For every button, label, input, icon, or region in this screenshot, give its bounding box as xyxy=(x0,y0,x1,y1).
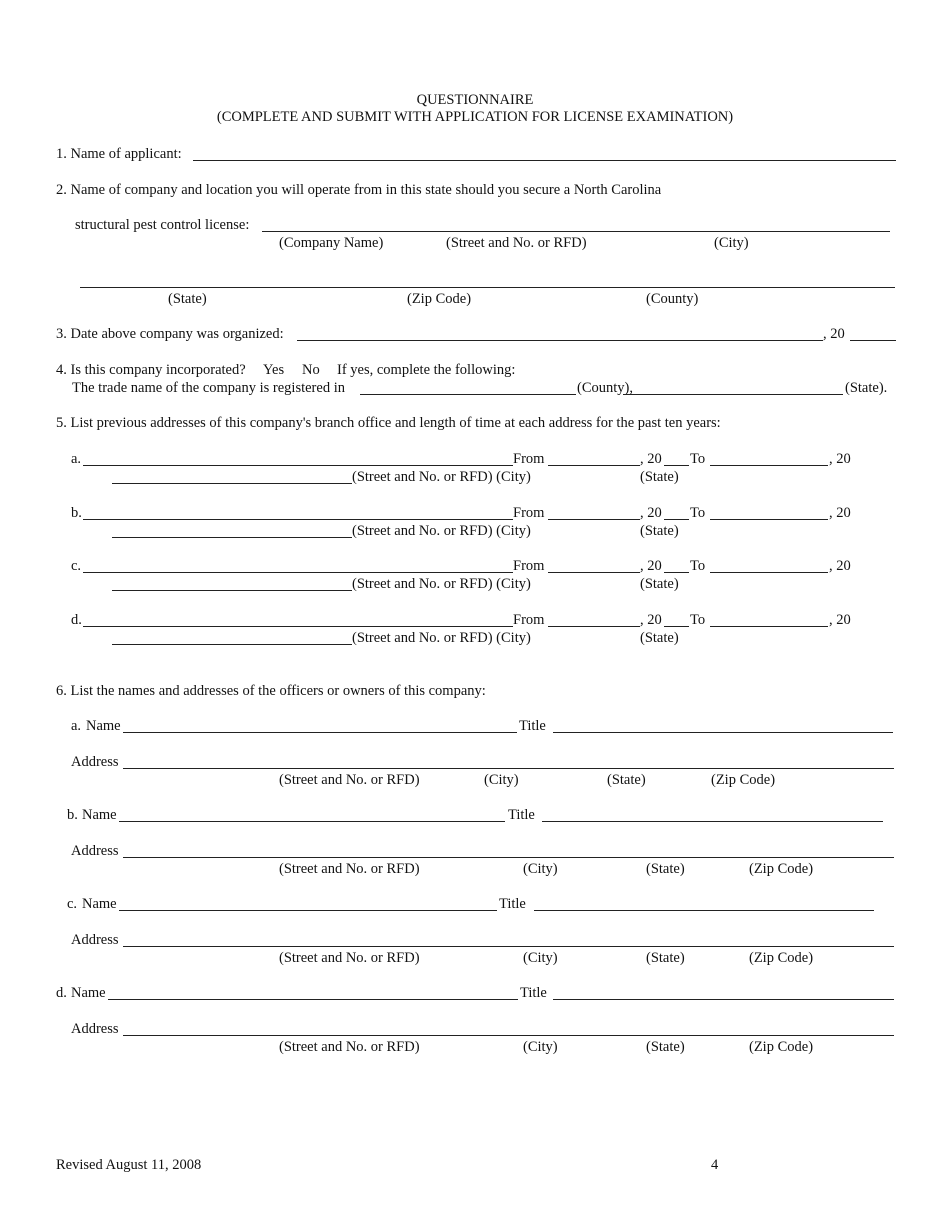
organized-date-field[interactable] xyxy=(297,340,823,341)
officer-title-field[interactable] xyxy=(534,910,874,911)
branch-address-field-2[interactable] xyxy=(112,644,352,645)
q5-item-letter: a. xyxy=(71,451,82,467)
to-date-field[interactable] xyxy=(710,519,828,520)
q5-item-letter: d. xyxy=(71,612,82,628)
city-caption: (City) xyxy=(523,861,558,877)
state-label: (State). xyxy=(845,380,888,396)
from-year-field[interactable] xyxy=(664,572,689,573)
state-caption: (State) xyxy=(646,861,685,877)
officer-address-field[interactable] xyxy=(123,1035,894,1036)
branch-address-field-2[interactable] xyxy=(112,537,352,538)
street-city-caption: (Street and No. or RFD) (City) xyxy=(352,469,531,485)
street-caption: (Street and No. or RFD) xyxy=(279,1039,420,1055)
q3-year-prefix: , 20 xyxy=(823,326,845,342)
from-label: From xyxy=(513,558,545,574)
branch-address-field[interactable] xyxy=(83,572,513,573)
county-caption: (County) xyxy=(646,291,699,307)
officer-address-field[interactable] xyxy=(123,768,894,769)
from-date-field[interactable] xyxy=(548,572,640,573)
state-caption: (State) xyxy=(640,523,679,539)
q1-label: 1. Name of applicant: xyxy=(56,146,182,162)
from-year-field[interactable] xyxy=(664,465,689,466)
q5-label: 5. List previous addresses of this company's branch office and length of time at each address for the past ten years: xyxy=(56,415,721,431)
to-year-prefix: , 20 xyxy=(829,612,851,628)
address-label: Address xyxy=(71,1021,119,1037)
from-year-prefix: , 20 xyxy=(640,558,662,574)
branch-address-field[interactable] xyxy=(83,465,513,466)
name-label: Name xyxy=(82,896,117,912)
to-year-prefix: , 20 xyxy=(829,558,851,574)
to-date-field[interactable] xyxy=(710,572,828,573)
state-caption: (State) xyxy=(640,576,679,592)
applicant-name-field[interactable] xyxy=(193,160,896,161)
officer-title-field[interactable] xyxy=(542,821,883,822)
branch-address-field-2[interactable] xyxy=(112,590,352,591)
officer-title-field[interactable] xyxy=(553,999,894,1000)
zip-caption: (Zip Code) xyxy=(711,772,776,788)
city-caption: (City) xyxy=(523,950,558,966)
q4-if-yes: If yes, complete the following: xyxy=(337,362,516,378)
to-year-prefix: , 20 xyxy=(829,451,851,467)
page-number: 4 xyxy=(711,1157,719,1173)
street-caption: (Street and No. or RFD) xyxy=(279,772,420,788)
q3-label: 3. Date above company was organized: xyxy=(56,326,284,342)
address-label: Address xyxy=(71,843,119,859)
form-title: QUESTIONNAIRE xyxy=(416,92,534,108)
to-label: To xyxy=(690,558,706,574)
zip-caption: (Zip Code) xyxy=(407,291,472,307)
from-date-field[interactable] xyxy=(548,626,640,627)
name-label: Name xyxy=(82,807,117,823)
to-label: To xyxy=(690,451,706,467)
registered-state-field[interactable] xyxy=(623,394,843,395)
state-caption: (State) xyxy=(168,291,207,307)
street-city-caption: (Street and No. or RFD) (City) xyxy=(352,523,531,539)
address-label: Address xyxy=(71,932,119,948)
q6-label: 6. List the names and addresses of the officers or owners of this company: xyxy=(56,683,486,699)
officer-title-field[interactable] xyxy=(553,732,893,733)
address-label: Address xyxy=(71,754,119,770)
to-label: To xyxy=(690,505,706,521)
officer-name-field[interactable] xyxy=(119,910,497,911)
from-label: From xyxy=(513,451,545,467)
company-name-caption: (Company Name) xyxy=(279,235,384,251)
to-date-field[interactable] xyxy=(710,626,828,627)
street-caption: (Street and No. or RFD) xyxy=(446,235,587,251)
street-city-caption: (Street and No. or RFD) (City) xyxy=(352,630,531,646)
branch-address-field-2[interactable] xyxy=(112,483,352,484)
q5-item-letter: c. xyxy=(71,558,82,574)
state-caption: (State) xyxy=(646,950,685,966)
company-location-field[interactable] xyxy=(262,231,890,232)
title-label: Title xyxy=(499,896,526,912)
q5-item-letter: b. xyxy=(71,505,82,521)
officer-letter: a. xyxy=(71,718,82,734)
from-year-field[interactable] xyxy=(664,519,689,520)
zip-caption: (Zip Code) xyxy=(749,861,814,877)
from-year-field[interactable] xyxy=(664,626,689,627)
revision-date: Revised August 11, 2008 xyxy=(56,1157,202,1173)
title-label: Title xyxy=(519,718,546,734)
company-location-field-2[interactable] xyxy=(80,287,895,288)
officer-letter: b. xyxy=(67,807,78,823)
branch-address-field[interactable] xyxy=(83,519,513,520)
q4-line2: The trade name of the company is registered in xyxy=(72,380,345,396)
no-option[interactable]: No xyxy=(302,362,320,378)
officer-name-field[interactable] xyxy=(123,732,517,733)
from-year-prefix: , 20 xyxy=(640,612,662,628)
to-label: To xyxy=(690,612,706,628)
organized-year-field[interactable] xyxy=(850,340,896,341)
state-caption: (State) xyxy=(646,1039,685,1055)
officer-name-field[interactable] xyxy=(108,999,518,1000)
from-date-field[interactable] xyxy=(548,465,640,466)
state-caption: (State) xyxy=(640,630,679,646)
zip-caption: (Zip Code) xyxy=(749,950,814,966)
county-label: (County), xyxy=(577,380,633,396)
title-label: Title xyxy=(508,807,535,823)
q2-line1: 2. Name of company and location you will operate from in this state should you secure a North Carolina xyxy=(56,182,662,198)
street-city-caption: (Street and No. or RFD) (City) xyxy=(352,576,531,592)
from-label: From xyxy=(513,612,545,628)
yes-option[interactable]: Yes xyxy=(263,362,285,378)
officer-address-field[interactable] xyxy=(123,946,894,947)
city-caption: (City) xyxy=(484,772,519,788)
zip-caption: (Zip Code) xyxy=(749,1039,814,1055)
officer-letter: c. xyxy=(67,896,78,912)
q4-label: 4. Is this company incorporated? xyxy=(56,362,246,378)
branch-address-field[interactable] xyxy=(83,626,513,627)
from-date-field[interactable] xyxy=(548,519,640,520)
q2-line2: structural pest control license: xyxy=(75,217,250,233)
state-caption: (State) xyxy=(640,469,679,485)
from-year-prefix: , 20 xyxy=(640,505,662,521)
to-year-prefix: , 20 xyxy=(829,505,851,521)
from-label: From xyxy=(513,505,545,521)
from-year-prefix: , 20 xyxy=(640,451,662,467)
city-caption: (City) xyxy=(714,235,749,251)
state-caption: (State) xyxy=(607,772,646,788)
registered-county-field[interactable] xyxy=(360,394,576,395)
title-label: Title xyxy=(520,985,547,1001)
officer-name-field[interactable] xyxy=(119,821,505,822)
name-label: Name xyxy=(86,718,121,734)
street-caption: (Street and No. or RFD) xyxy=(279,861,420,877)
officer-address-field[interactable] xyxy=(123,857,894,858)
officer-letter: d. xyxy=(56,985,67,1001)
street-caption: (Street and No. or RFD) xyxy=(279,950,420,966)
to-date-field[interactable] xyxy=(710,465,828,466)
name-label: Name xyxy=(71,985,106,1001)
city-caption: (City) xyxy=(523,1039,558,1055)
form-subtitle: (COMPLETE AND SUBMIT WITH APPLICATION FOR LICENSE EXAMINATION) xyxy=(216,109,734,125)
